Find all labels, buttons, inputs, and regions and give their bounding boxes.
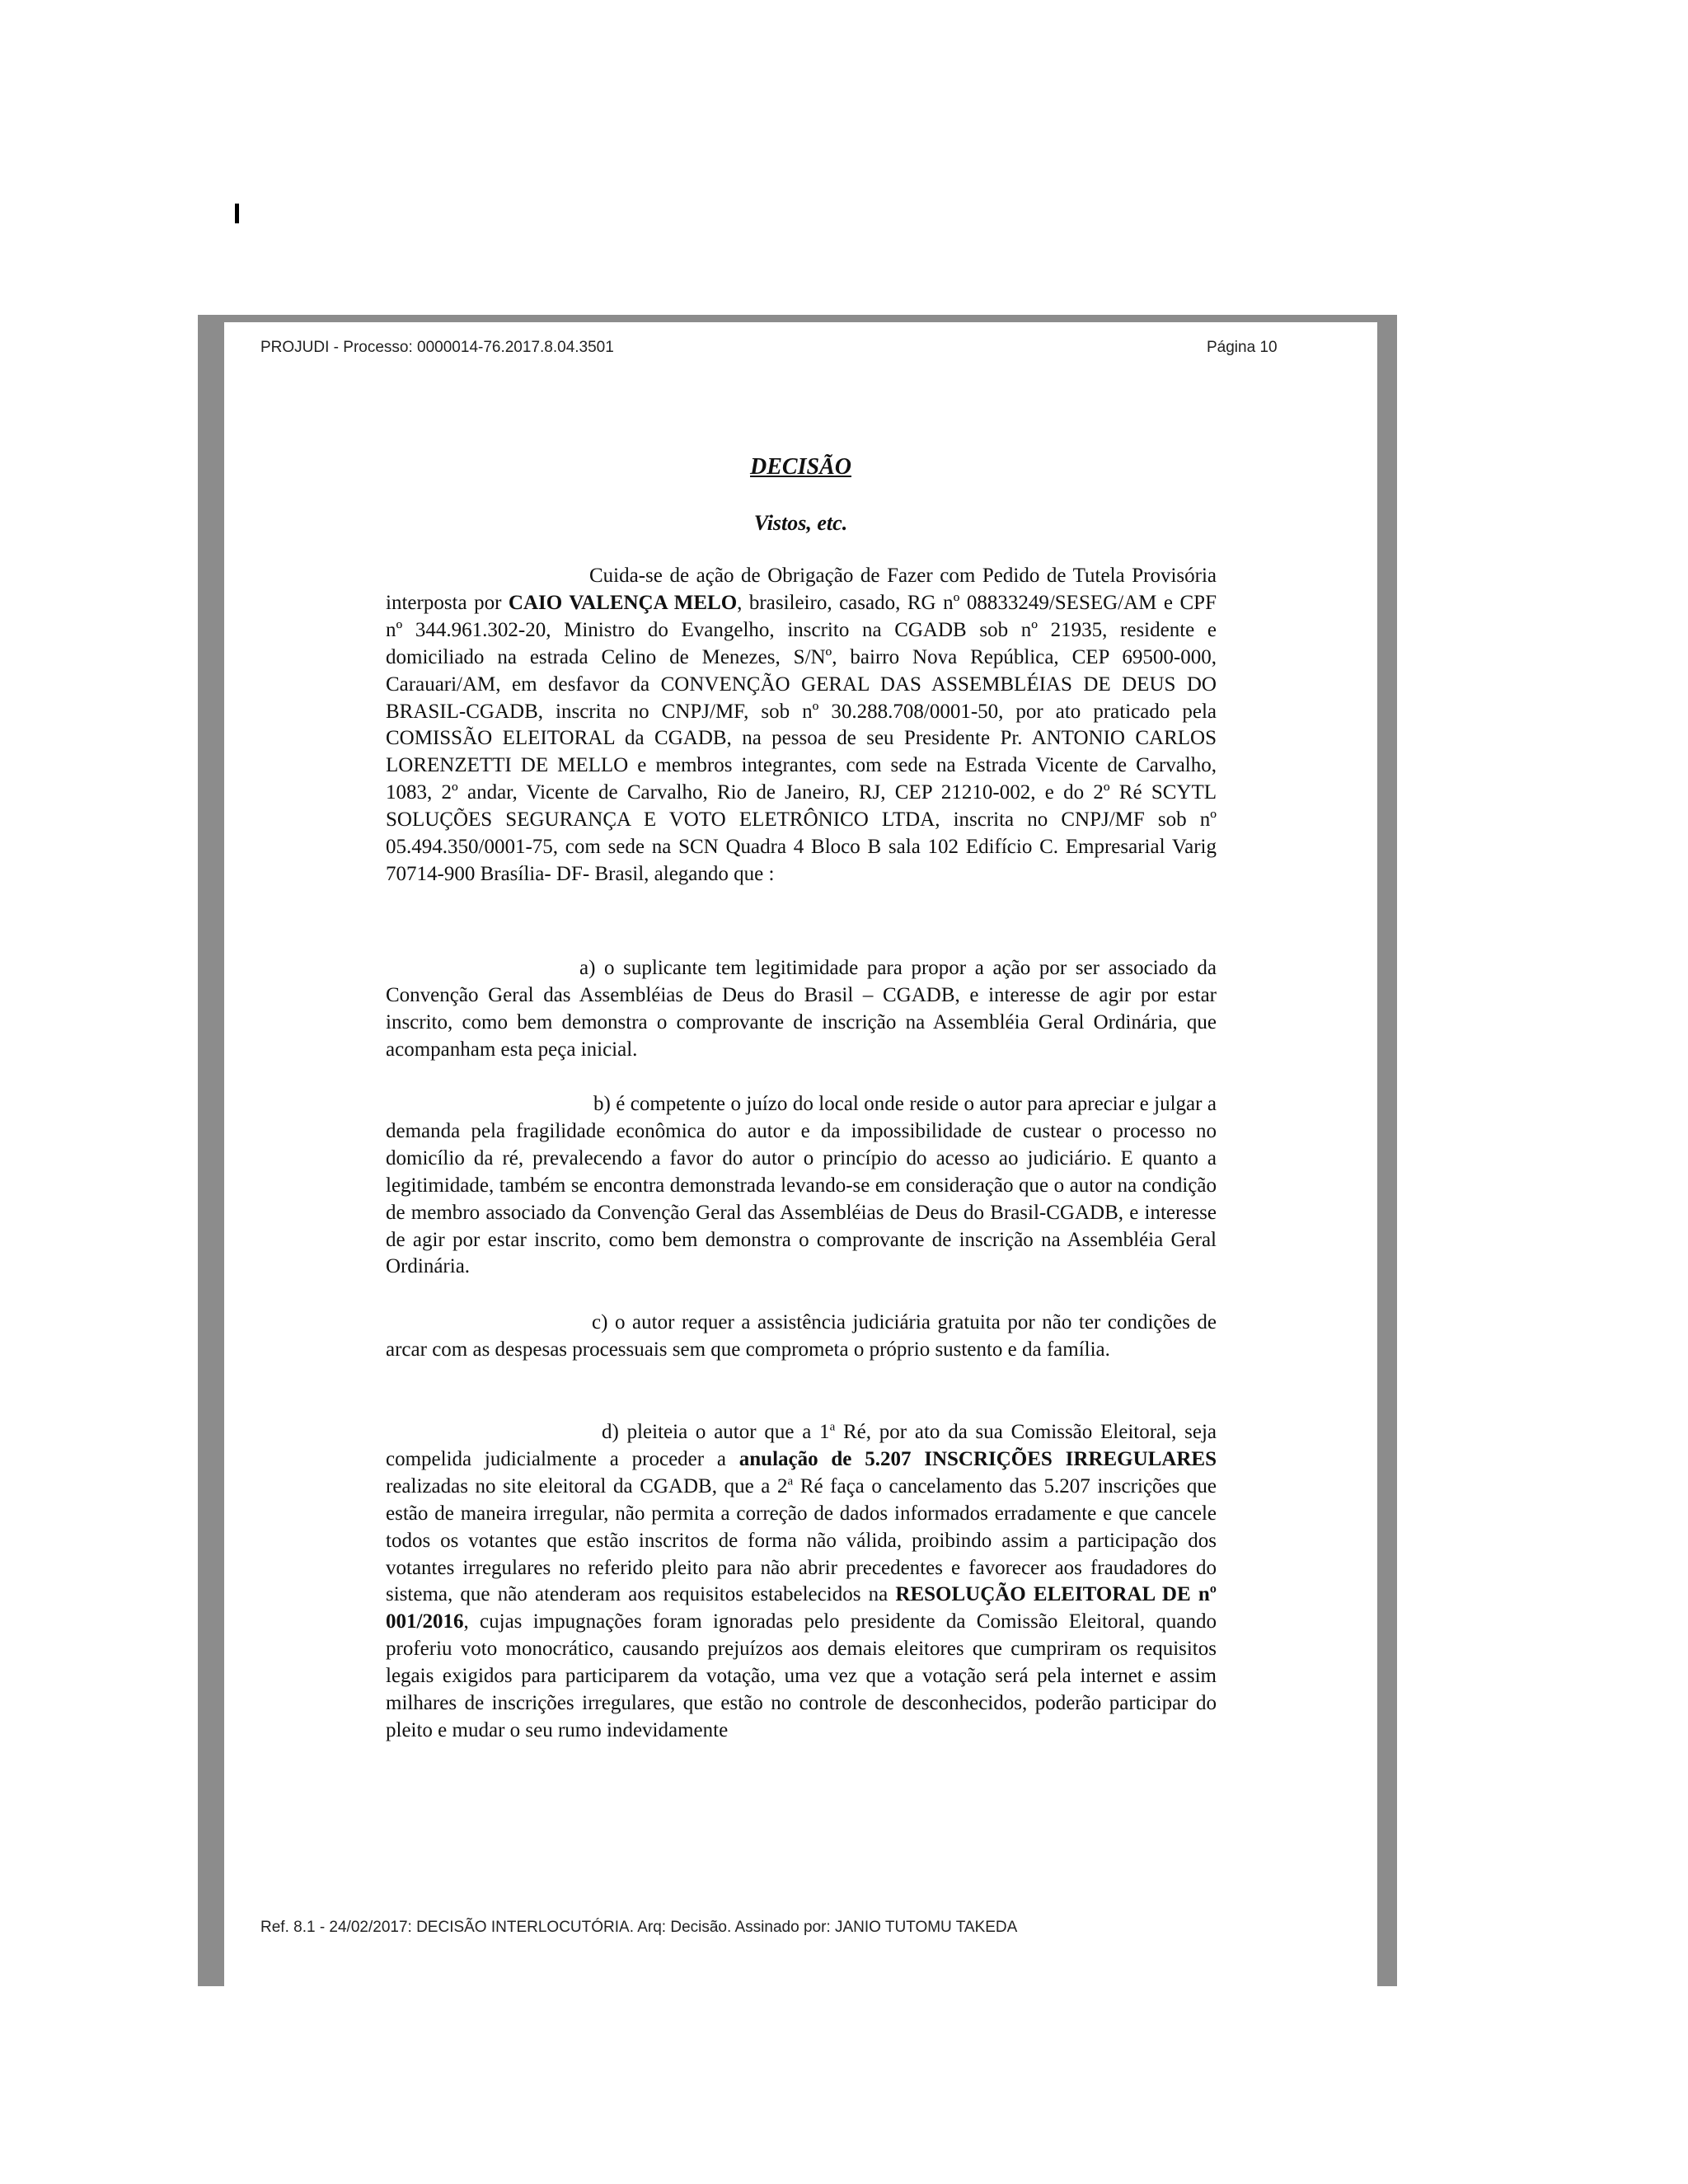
- item-d-text-1: d) pleiteia o autor que a 1: [602, 1421, 830, 1443]
- document-subtitle: Vistos, etc.: [753, 511, 848, 535]
- document-page: [224, 322, 1377, 1986]
- item-a-text: a) o suplicante tem legitimidade para propor a ação por ser associado da Convenção Geral das Assembléias de Deus do Brasil – CGADB, e interesse de agir por estar inscrito, como bem demonstra o comprovante de inscrição na Assembléia Geral Ordinária, que acompanham esta peça inicial.: [386, 957, 1217, 1061]
- item-d-text-4: Ré faça o cancelamento das 5.207 inscrições que estão de maneira irregular, não permita a correção de dados informados erradamente e que cancele todos os votantes que estão inscritos de forma não válida, proibindo assim a participação dos votantes irregulares no referido pleito para não abrir precedentes e favorecer aos fraudadores do sistema, que não atenderam aos requisitos estabelecidos na: [386, 1474, 1217, 1606]
- page-number: Página 10: [1207, 339, 1278, 356]
- item-c-text: c) o autor requer a assistência judiciária gratuita por não ter condições de arcar com as despesas processuais sem que comprometa o próprio sustento e da família.: [386, 1311, 1217, 1361]
- ordinal-superscript: a: [829, 1420, 836, 1434]
- paragraph-item-a: [386, 955, 1217, 1064]
- ordinal-superscript: a: [787, 1474, 794, 1488]
- paragraph-item-d: [386, 1419, 1217, 1745]
- annulment-request: anulação de 5.207 INSCRIÇÕES IRREGULARES: [738, 1447, 1217, 1470]
- resolution-reference: RESOLUÇÃO ELEITORAL DE nº 001/2016: [386, 1583, 1217, 1633]
- paragraph-item-c: [386, 1310, 1217, 1364]
- item-d-text-2: Ré, por ato da sua Comissão Eleitoral, seja compelida judicialmente a proceder a: [386, 1421, 1217, 1470]
- item-d-text-5: , cujas impugnações foram ignoradas pelo presidente da Comissão Eleitoral, quando proferiu voto monocrático, causando prejuízos aos demais eleitores que cumpriram os requisitos legais exigidos para participarem da votação, uma vez que a votação será pela internet e assim milhares de inscrições irregulares, que estão no controle de desconhecidos, poderão participar do pleito e mudar o seu rumo indevidamente: [386, 1610, 1217, 1741]
- paragraph-intro: [386, 563, 1217, 888]
- signature-footer: Ref. 8.1 - 24/02/2017: DECISÃO INTERLOCUTÓRIA. Arq: Decisão. Assinado por: JANIO TUTOMU TAKEDA: [260, 1919, 1018, 1936]
- intro-text-1: Cuida-se de ação de Obrigação de Fazer com Pedido de Tutela Provisória interposta por: [386, 565, 1217, 614]
- paragraph-item-b: [386, 1091, 1217, 1281]
- item-b-text: b) é competente o juízo do local onde reside o autor para apreciar e julgar a demanda pela fragilidade econômica do autor e da impossibilidade de custear o processo no domicílio da ré, prevalecendo a favor do autor o princípio do acesso ao judiciário. E quanto a legitimidade, também se encontra demonstrada levando-se em consideração que o autor na condição de membro associado da Convenção Geral das Assembléias de Deus do Brasil-CGADB, e interesse de agir por estar inscrito, como bem demonstra o comprovante de inscrição na Assembléia Geral Ordinária.: [386, 1093, 1217, 1278]
- document-title: DECISÃO: [750, 454, 851, 480]
- item-d-text-3: realizadas no site eleitoral da CGADB, que a 2: [386, 1474, 788, 1497]
- text-cursor-mark: [235, 204, 239, 223]
- process-number-header: PROJUDI - Processo: 0000014-76.2017.8.04.3501: [260, 339, 614, 356]
- plaintiff-name: CAIO VALENÇA MELO: [508, 591, 738, 614]
- intro-text-2: , brasileiro, casado, RG nº 08833249/SESEG/AM e CPF nº 344.961.302-20, Ministro do Evangelho, inscrito na CGADB sob nº 21935, residente e domiciliado na estrada Celino de Menezes, S/Nº, bairro Nova República, CEP 69500-000, Carauari/AM, em desfavor da CONVENÇÃO GERAL DAS ASSEMBLÉIAS DE DEUS DO BRASIL-CGADB, inscrita no CNPJ/MF, sob nº 30.288.708/0001-50, por ato praticado pela COMISSÃO ELEITORAL da CGADB, na pessoa de seu Presidente Pr. ANTONIO CARLOS LORENZETTI DE MELLO e membros integrantes, com sede na Estrada Vicente de Carvalho, 1083, 2º andar, Vicente de Carvalho, Rio de Janeiro, RJ, CEP 21210-002, e do 2º Ré SCYTL SOLUÇÕES SEGURANÇA E VOTO ELETRÔNICO LTDA, inscrita no CNPJ/MF sob nº 05.494.350/0001-75, com sede na SCN Quadra 4 Bloco B sala 102 Edifício C. Empresarial Varig 70714-900 Brasília- DF- Brasil, alegando que :: [386, 591, 1217, 885]
